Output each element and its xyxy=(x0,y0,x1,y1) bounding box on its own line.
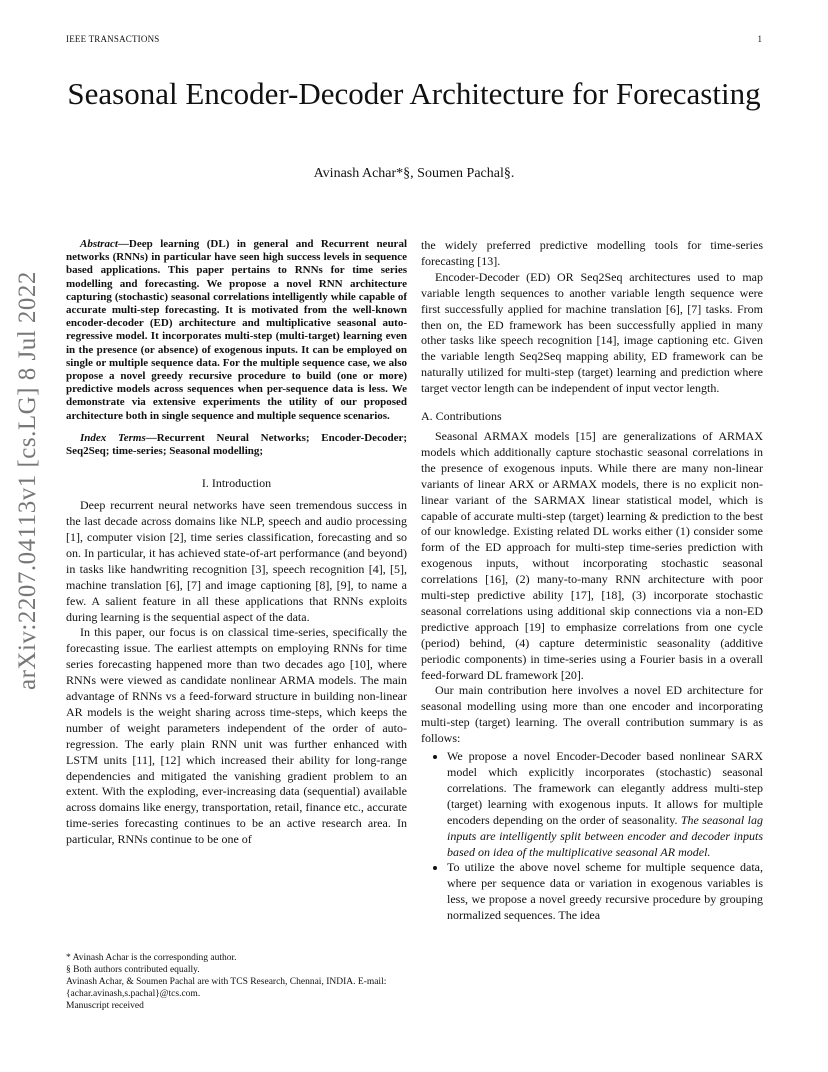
footnote-2: § Both authors contributed equally. xyxy=(66,965,200,975)
abstract xyxy=(66,238,407,423)
right-paragraph-2: Encoder-Decoder (ED) OR Seq2Seq architectures used to map variable length sequences to another variable length sequence were first successfully applied for machine translation [6], [7] tasks. From then on, the ED framework has been successfully applied in many other tasks like speech recognition [14], image captioning etc. Given the variable length Seq2Seq mapping ability, ED framework can be naturally utilized for multi-step (target) learning and prediction where target vector length can be independent of input vector length. xyxy=(421,269,763,396)
index-terms-label: Index Terms xyxy=(80,431,146,444)
bullet-1-italic: The seasonal lag inputs are intelligently split between encoder and decoder inputs based on idea of the multiplicative seasonal AR model. xyxy=(447,812,763,859)
right-paragraph-4: Our main contribution here involves a novel ED architecture for seasonal modelling using more than one encoder and incorporating multi-step (target) learning. The overall contribution summary is as follows: xyxy=(421,683,763,746)
contribution-list xyxy=(421,749,763,924)
left-column xyxy=(66,238,407,848)
author-list: Avinash Achar*§, Soumen Pachal§. xyxy=(313,166,515,181)
section-heading-introduction: I. Introduction xyxy=(201,476,272,491)
index-terms xyxy=(66,432,407,458)
journal-header: IEEE TRANSACTIONS xyxy=(66,34,160,44)
right-paragraph-3: Seasonal ARMAX models [15] are generalizations of ARMAX models which additionally capture stochastic seasonal correlations in the presence of exogenous inputs. While there are many non-linear variants of linear ARX or ARMAX models, there is no explicit non-linear variant of the SARMAX linear statistical model, which is capable of accurate multi-step (target) learning & prediction to the best of our knowledge. Existing related DL works either (1) consider some form of the ED approach for multi-step time-series prediction with exogenous inputs, without incorporating stochastic seasonal correlations [16], (2) many-to-many RNN architecture with poor multi-step predictive ability [17], [18], (3) incorporate stochastic seasonal correlations using additional skip connections via a non-ED predictive approach [19] to emphasize correlations from one cycle (period) behind, (4) capture deterministic seasonality (additive periodic components) in time-series using a Fourier basis in a overall feed-forward DL framework [20]. xyxy=(421,428,763,682)
paper-title: Seasonal Encoder-Decoder Architecture for Forecasting xyxy=(67,76,761,111)
abstract-text: —Deep learning (DL) in general and Recurrent neural networks (RNNs) in particular have seen high success levels in sequence based applications. This paper pertains to RNNs for time series modelling and forecasting. We propose a novel RNN architecture capturing (stochastic) seasonal correlations intelligently while capable of accurate multi-step forecasting. It is motivated from the well-known encoder-decoder (ED) architecture and multiplicative seasonal auto-regressive model. It incorporates multi-step (multi-target) learning even in the presence (or absence) of exogenous inputs. It can be employed on single or multiple sequence data. For the multiple sequence case, we also propose a novel greedy recursive procedure to build (one or more) predictive models across sequences when per-sequence data is less. We demonstrate via extensive experiments the utility of our proposed architecture both in single sequence and multiple sequence scenarios. xyxy=(66,238,407,422)
arxiv-identifier: arXiv:2207.04113v1 [cs.LG] 8 Jul 2022 xyxy=(14,271,41,690)
subsection-heading-contributions: A. Contributions xyxy=(421,409,502,424)
list-item xyxy=(447,749,763,860)
footnote-3: Avinash Achar, & Soumen Pachal are with TCS Research, Chennai, INDIA. E-mail: {achar.avinash,s.pachal}@tcs.com. xyxy=(66,977,387,999)
right-column xyxy=(421,238,763,924)
footnote-1: * Avinash Achar is the corresponding author. xyxy=(66,953,237,963)
bullet-1-text: We propose a novel Encoder-Decoder based nonlinear SARX model which explicitly incorporates (stochastic) seasonal correlations. The framework can elegantly address multi-step (target) learning with exogenous inputs. It allows for multiple encoders depending on the order of seasonality. xyxy=(447,749,763,827)
bullet-2-text: To utilize the above novel scheme for multiple sequence data, where per sequence data or variation in exogenous variables is less, we propose a novel greedy recursive procedure by grouping normalized sequences. The idea xyxy=(447,860,763,923)
intro-paragraph-1: Deep recurrent neural networks have seen tremendous success in the last decade across domains like NLP, speech and audio processing [1], computer vision [2], time series classification, forecasting and so on. In particular, it has achieved state-of-art performance (and beyond) in tasks like handwriting recognition [3], speech recognition [4], [5], machine translation [6], [7] and image captioning [8], [9], to name a few. A salient feature in all these applications that RNNs exploits during learning is the sequential aspect of the data. xyxy=(66,498,407,624)
footnotes xyxy=(66,952,407,1012)
right-paragraph-1: the widely preferred predictive modelling tools for time-series forecasting [13]. xyxy=(421,238,763,268)
index-terms-text: —Recurrent Neural Networks; Encoder-Decoder; Seq2Seq; time-series; Seasonal modelling; xyxy=(66,431,407,458)
page-number: 1 xyxy=(757,34,762,44)
intro-paragraph-2: In this paper, our focus is on classical time-series, specifically the forecasting issue. The earliest attempts on employing RNNs for time series forecasting happened more than two decades ago [10], where RNNs were viewed as candidate nonlinear ARMA models. The main advantage of RNNs vs a feed-forward structure in building non-linear AR models is the weight sharing across time-steps, which keeps the number of weight parameters independent of the order of auto-regression. The early plain RNN unit was further enhanced with LSTM units [11], [12] which increased their ability for long-range dependencies and mitigated the vanishing gradient problem to an extent. With the exploding, ever-increasing data (sequential) available across domains like energy, transportation, retail, finance etc., accurate time-series forecasting continues to be an active research area. In particular, RNNs continue to be one of xyxy=(66,625,407,847)
abstract-label: Abstract xyxy=(80,238,118,250)
footnote-4: Manuscript received xyxy=(66,1001,144,1011)
list-item xyxy=(447,860,763,924)
